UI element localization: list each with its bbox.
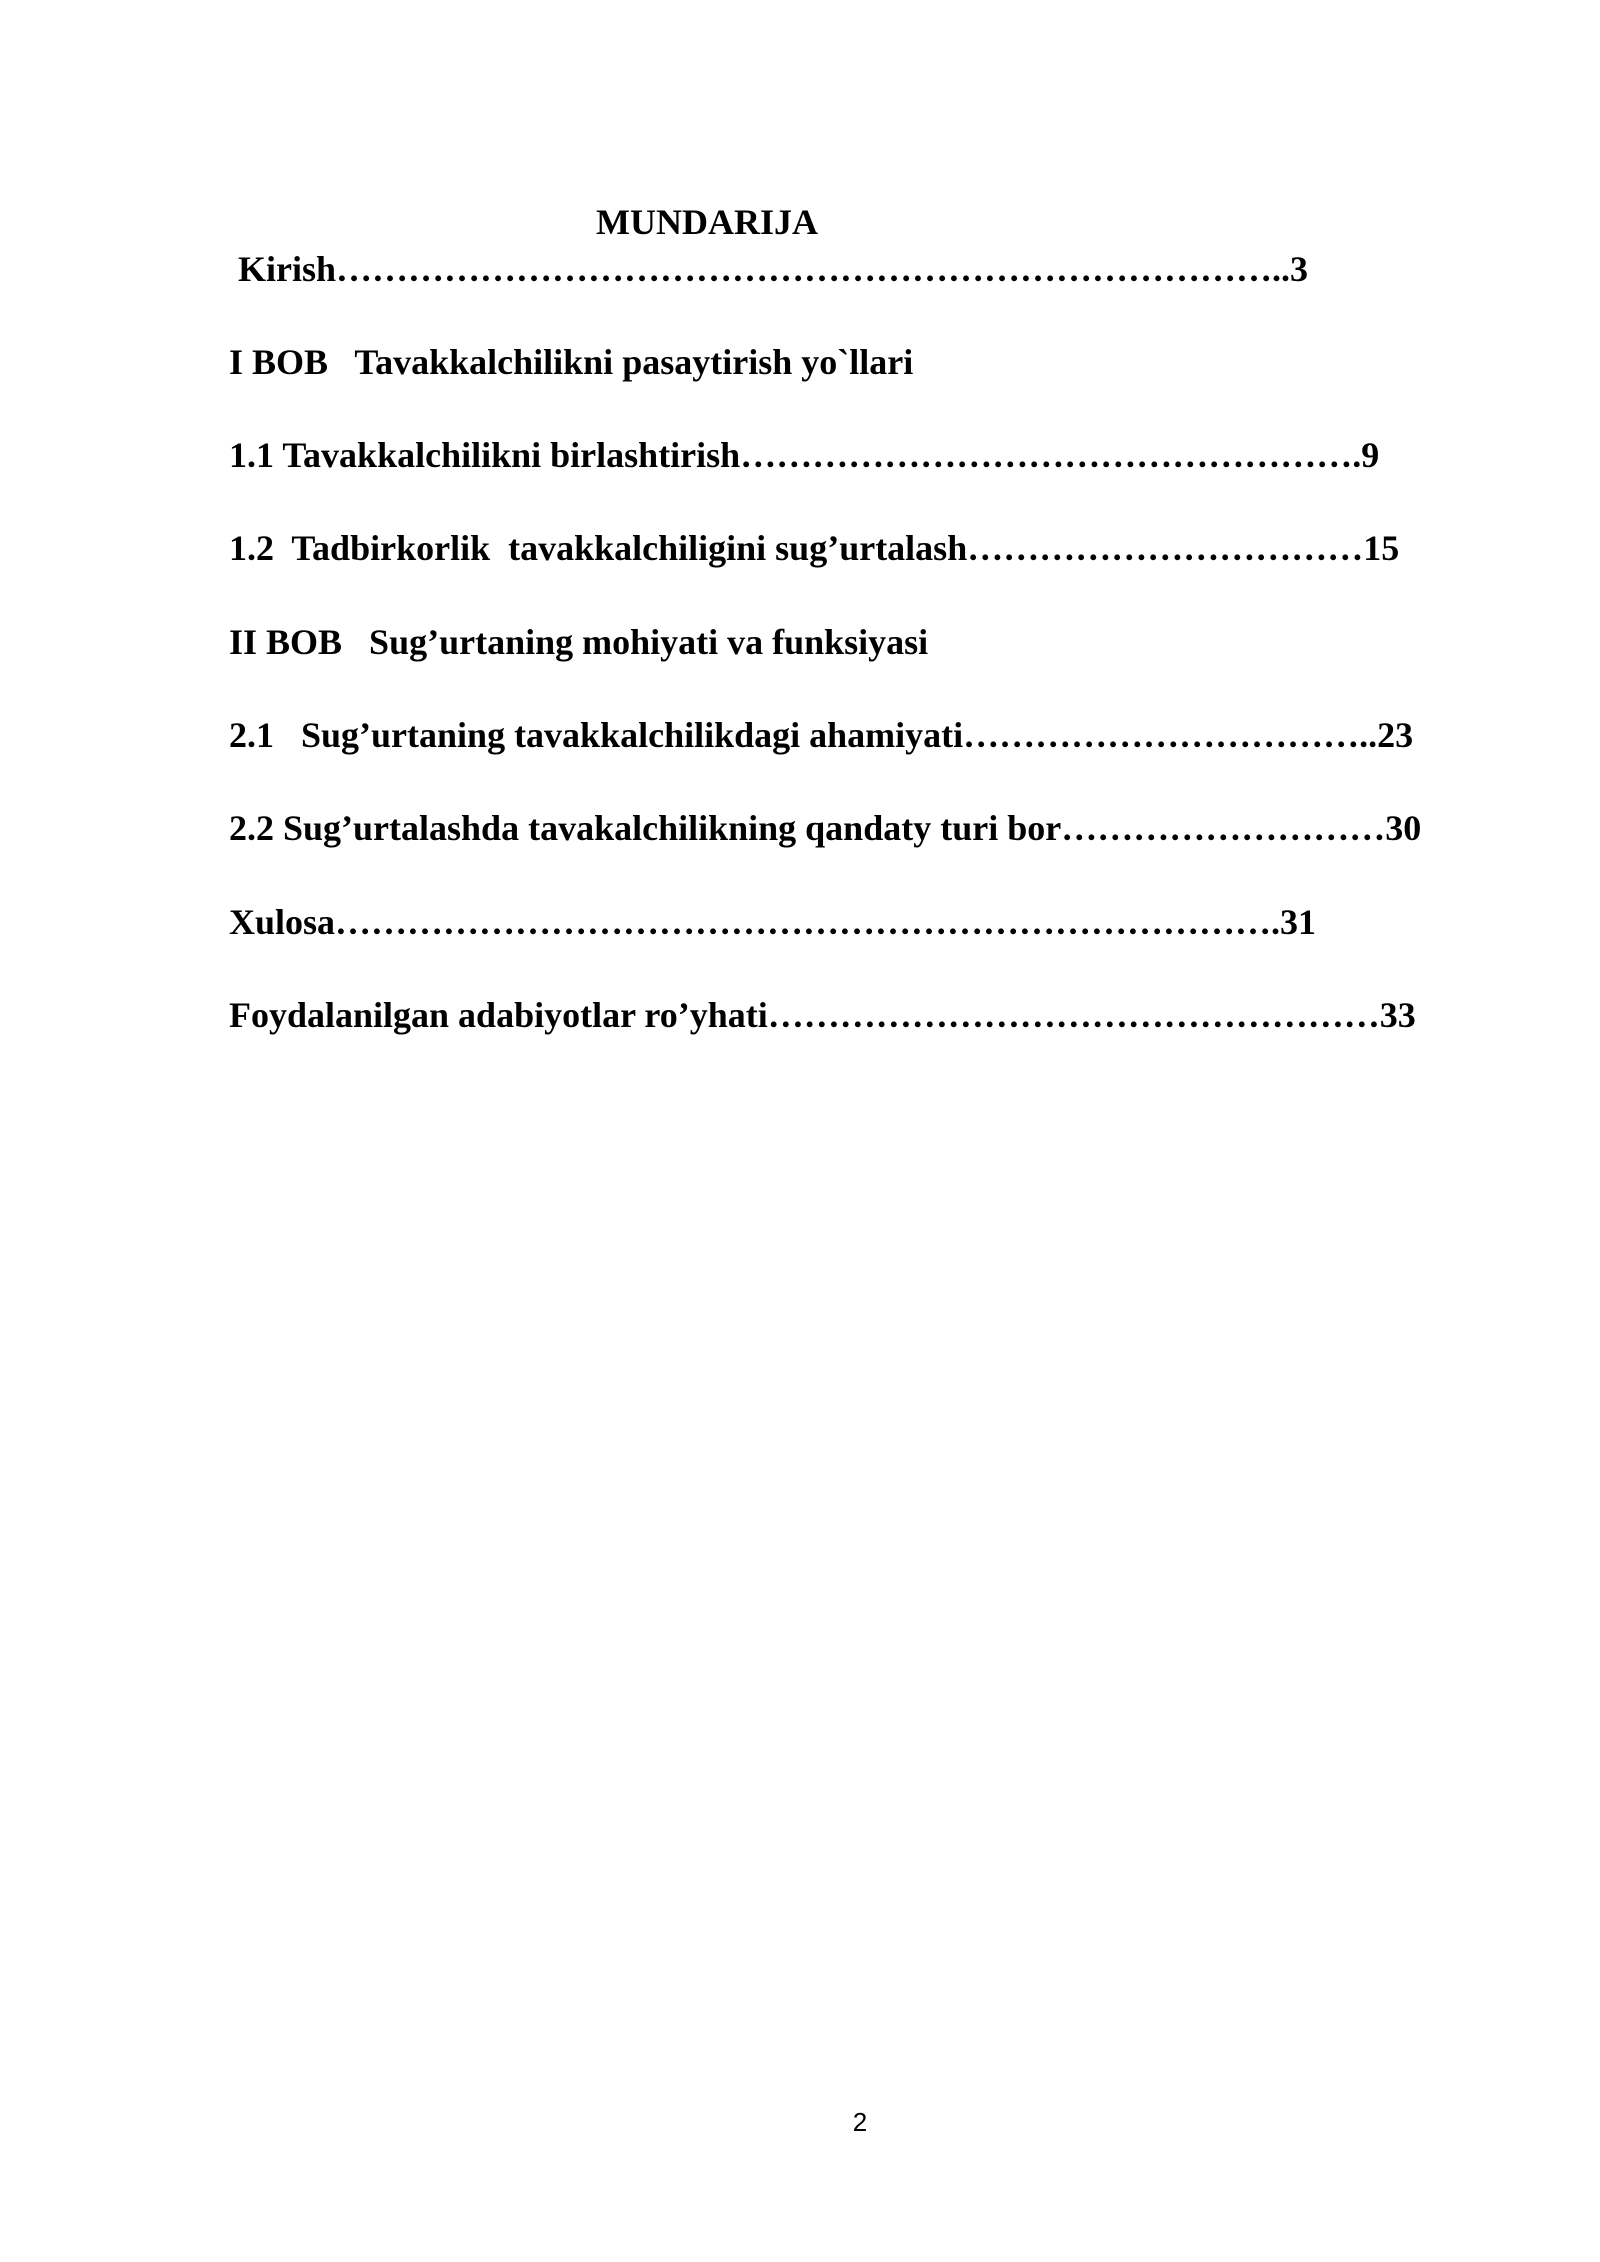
toc-entry-conclusion: Xulosa…………………………………………………………………….31 — [229, 902, 1317, 942]
toc-entry-1-1: 1.1 Tavakkalchilikni birlashtirish…………………………………………….9 — [229, 435, 1380, 475]
toc-entry-introduction: Kirish……………………………………………………………………..3 — [238, 249, 1309, 289]
toc-entry-1-2: 1.2 Tadbirkorlik tavakkalchiligini sug’urtalash……………………………15 — [229, 528, 1400, 568]
toc-entry-2-2: 2.2 Sug’urtalashda tavakalchilikning qandaty turi bor………………………30 — [229, 808, 1422, 848]
toc-entry-references: Foydalanilgan adabiyotlar ro’yhati……………………………………………33 — [229, 995, 1416, 1035]
toc-entry-2-1: 2.1 Sug’urtaning tavakkalchilikdagi ahamiyati……………………………..23 — [229, 715, 1414, 755]
toc-chapter-2: II BOB Sug’urtaning mohiyati va funksiyasi — [229, 622, 929, 662]
page-number: 2 — [852, 2107, 868, 2137]
toc-title: MUNDARIJA — [596, 202, 818, 242]
toc-chapter-1: I BOB Tavakkalchilikni pasaytirish yo`llari — [229, 342, 914, 382]
